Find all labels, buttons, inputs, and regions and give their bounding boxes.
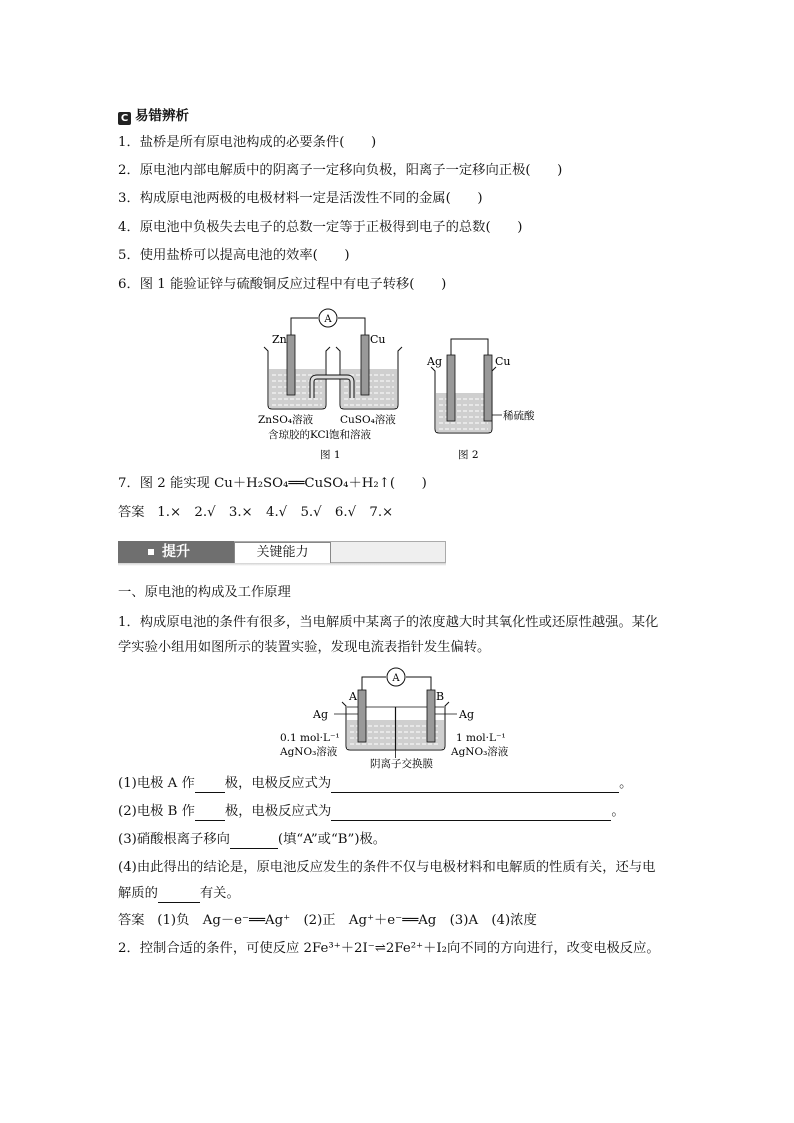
right-solution-label: AgNO₃溶液 [451, 746, 509, 758]
left-solution-label: AgNO₃溶液 [280, 746, 338, 758]
question-1-line-2: 学实验小组用如图所示的装置实验，发现电流表指针发生偏转。 [118, 640, 491, 655]
square-icon [148, 549, 154, 555]
membrane-label: 阴离子交换膜 [370, 758, 433, 770]
figure-2-caption: 图 2 [458, 449, 479, 461]
section-2-heading: 一、原电池的构成及工作原理 [118, 585, 291, 600]
list-item-3: 3．构成原电池两极的电极材料一定是活泼性不同的金属( ) [118, 191, 483, 206]
sub-question-3: (3)硝酸根离子移向 (填“A”或“B”)极。 [118, 832, 387, 847]
answer-row-2 [118, 912, 537, 930]
zn-label: Zn [272, 333, 287, 346]
blank-3 [230, 834, 278, 849]
sub-question-4-line-2: 解质的 有关。 [118, 886, 240, 901]
figure-3 [276, 666, 526, 771]
sub-question-4-line-1: (4)由此得出的结论是，原电池反应发生的条件不仅与电极材料和电解质的性质有关，还与电 [118, 860, 656, 875]
list-item-4: 4．原电池中负极失去电子的总数一定等于正极得到电子的总数( ) [118, 220, 523, 235]
banner-right-label: 关键能力 [234, 542, 331, 564]
section-header-errors [118, 104, 189, 125]
blank-1b [331, 778, 619, 793]
blank-2b [331, 806, 611, 821]
left-ag-label: Ag [313, 708, 328, 721]
ammeter-label: A [324, 314, 332, 325]
question-1-line-1: 1．构成原电池的条件有很多，当电解质中某离子的浓度越大时其氧化性或还原性越强。某化 [118, 615, 659, 630]
figure-1 [258, 309, 402, 461]
cu-label-2: Cu [495, 355, 511, 368]
banner-left-label: 提升 [162, 544, 190, 560]
figure-2 [426, 339, 535, 461]
banner-left [118, 541, 234, 563]
answer-text: 1.× 2.√ 3.× 4.√ 5.√ 6.√ 7.× [157, 505, 394, 520]
znso4-label: ZnSO₄溶液 [258, 414, 314, 426]
blank-1a [195, 778, 225, 793]
section-banner [118, 541, 430, 565]
right-ag-label: Ag [459, 708, 474, 721]
answer-label-2: 答案 [118, 913, 145, 928]
left-conc-label: 0.1 mol·L⁻¹ [280, 732, 340, 744]
list-item-6: 6．图 1 能验证锌与硫酸铜反应过程中有电子转移( ) [118, 277, 447, 292]
blank-2a [195, 806, 225, 821]
list-item-1: 1．盐桥是所有原电池构成的必要条件( ) [118, 135, 377, 150]
dilute-acid-label: 稀硫酸 [503, 410, 535, 422]
ag-label: Ag [427, 355, 442, 368]
answer-row-1 [118, 504, 393, 522]
blank-4 [158, 888, 200, 903]
section-c-icon: C [118, 112, 131, 125]
answer-text-2: (1)负 Ag－e⁻══Ag⁺ (2)正 Ag⁺＋e⁻══Ag (3)A (4)浓度 [157, 913, 537, 928]
ammeter-label-2: A [392, 673, 400, 684]
question-2: 2．控制合适的条件，可使反应 2Fe³⁺＋2I⁻⇌2Fe²⁺＋I₂向不同的方向进行，改变电极反应。 [118, 941, 660, 956]
salt-bridge-label: 含琼胶的KCl饱和溶液 [268, 429, 371, 441]
banner-right [234, 541, 446, 563]
list-item-7: 7．图 2 能实现 Cu＋H₂SO₄══CuSO₄＋H₂↑( ) [118, 476, 427, 491]
sub-question-1: (1)电极 A 作 极，电极反应式为 。 [118, 776, 633, 791]
right-conc-label: 1 mol·L⁻¹ [456, 732, 506, 744]
list-item-5: 5．使用盐桥可以提高电池的效率( ) [118, 248, 350, 263]
figure-1-caption: 图 1 [320, 449, 341, 461]
label-a: A [349, 690, 357, 703]
cuso4-label: CuSO₄溶液 [340, 414, 396, 426]
section-title: 易错辨析 [135, 108, 189, 124]
list-item-2: 2．原电池内部电解质中的阴离子一定移向负极，阳离子一定移向正极( ) [118, 163, 563, 178]
cu-label: Cu [370, 333, 386, 346]
answer-label: 答案 [118, 505, 145, 520]
label-b: B [436, 690, 445, 703]
figure-1-and-2 [250, 305, 550, 465]
sub-question-2: (2)电极 B 作 极，电极反应式为 。 [118, 804, 625, 819]
